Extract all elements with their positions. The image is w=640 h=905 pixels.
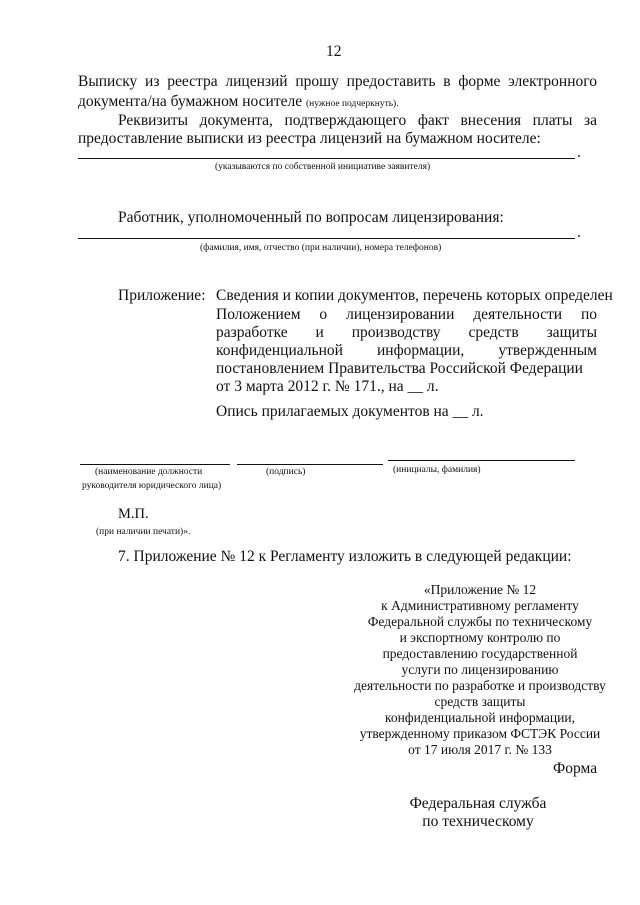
appendix-line-5: предоставлению государственной bbox=[382, 646, 578, 661]
request-line-2-note: (нужное подчеркнуть). bbox=[306, 99, 399, 109]
appendix-line-7: деятельности по разработке и производству bbox=[354, 678, 606, 693]
page-number: 12 bbox=[326, 43, 342, 60]
attachment-line-6: от 3 марта 2012 г. № 171., на __ л. bbox=[216, 378, 439, 395]
stamp-label: М.П. bbox=[118, 506, 149, 522]
worker-line-end: . bbox=[577, 224, 581, 241]
payment-line-end: . bbox=[577, 144, 581, 161]
service-name bbox=[388, 795, 568, 831]
position-caption-1: (наименование должности bbox=[95, 467, 203, 477]
attachment-line-4: конфиденциальной информации, утвержденным bbox=[216, 342, 597, 359]
request-line-2-text: документа/на бумажном носителе bbox=[78, 93, 306, 110]
worker-line bbox=[78, 238, 575, 239]
worker-label: Работник, уполномоченный по вопросам лицензирования: bbox=[118, 209, 504, 226]
request-line-2 bbox=[78, 93, 399, 111]
payment-details-line bbox=[78, 158, 575, 159]
request-line-4: предоставление выписки из реестра лицензий на бумажном носителе: bbox=[78, 130, 541, 147]
appendix-line-1: «Приложение № 12 bbox=[423, 582, 537, 597]
appendix-line-2: к Административному регламенту bbox=[381, 598, 579, 613]
appendix-line-11: от 17 июля 2017 г. № 133 bbox=[408, 742, 552, 757]
attachment-inventory: Опись прилагаемых документов на __ л. bbox=[216, 403, 484, 420]
attachment-line-3: разработке и производству средств защиты bbox=[216, 324, 597, 341]
service-line-2: по техническому bbox=[422, 813, 534, 830]
payment-caption: (указываются по собственной инициативе заявителя) bbox=[215, 162, 431, 172]
signature-caption: (подпись) bbox=[266, 467, 306, 477]
name-caption: (инициалы, фамилия) bbox=[393, 465, 481, 475]
appendix-line-8: средств защиты bbox=[434, 694, 526, 709]
attachment-line-5: постановлением Правительства Российской Федерации bbox=[216, 360, 583, 377]
position-caption-2: руководителя юридического лица) bbox=[82, 481, 222, 491]
appendix-header bbox=[330, 582, 630, 758]
worker-caption: (фамилия, имя, отчество (при наличии), номера телефонов) bbox=[200, 243, 442, 253]
service-line-1: Федеральная служба bbox=[409, 795, 547, 812]
signature-line bbox=[237, 464, 383, 465]
appendix-line-10: утвержденному приказом ФСТЭК России bbox=[359, 726, 601, 741]
request-line-1: Выписку из реестра лицензий прошу предоставить в форме электронного bbox=[78, 73, 597, 90]
stamp-note: (при наличии печати)». bbox=[96, 527, 191, 537]
appendix-line-3: Федеральной службы по техническому bbox=[367, 614, 593, 629]
form-label: Форма bbox=[553, 760, 598, 777]
appendix-line-9: конфиденциальной информации, bbox=[385, 710, 575, 725]
item-7: 7. Приложение № 12 к Регламенту изложить в следующей редакции: bbox=[118, 548, 572, 565]
attachment-label: Приложение: bbox=[118, 287, 206, 304]
request-line-3: Реквизиты документа, подтверждающего факт внесения платы за bbox=[118, 112, 597, 129]
attachment-line-1: Сведения и копии документов, перечень которых определен bbox=[216, 287, 613, 304]
appendix-line-6: услуги по лицензированию bbox=[401, 662, 559, 677]
name-line bbox=[388, 460, 575, 461]
attachment-line-2: Положением о лицензировании деятельности по bbox=[216, 306, 597, 323]
appendix-line-4: и экспортному контролю по bbox=[399, 630, 561, 645]
position-line bbox=[80, 464, 230, 465]
